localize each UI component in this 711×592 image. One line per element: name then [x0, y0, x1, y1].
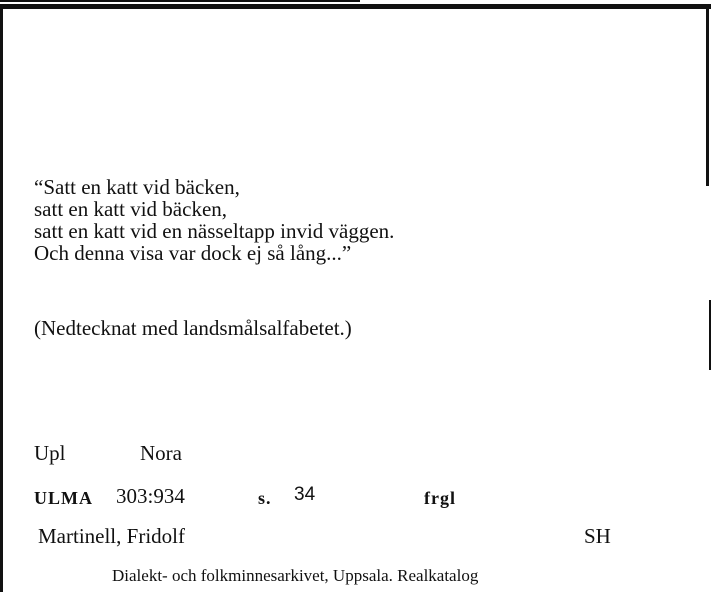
archive-footer: Dialekt- och folkminnesarkivet, Uppsala. Realkatalog — [112, 566, 479, 585]
parish-name: Nora — [140, 441, 182, 465]
verse-line: Och denna visa var dock ej så lång...” — [34, 241, 352, 265]
category-code: frgl — [424, 488, 456, 508]
verse-line: satt en katt vid en nässeltapp invid väggen. — [34, 219, 395, 243]
recorder-name: Martinell, Fridolf — [38, 524, 185, 548]
archive-label: ULMA — [34, 488, 93, 508]
verse-line: satt en katt vid bäcken, — [34, 197, 228, 221]
verse-text — [34, 176, 394, 264]
page-number: 34 — [294, 484, 316, 505]
card-top-edge — [0, 0, 360, 2]
page-label: s. — [258, 488, 272, 508]
transcription-note: (Nedtecknat med landsmålsalfabetet.) — [34, 316, 352, 340]
recorder-initials: SH — [584, 524, 611, 548]
card-right-border — [706, 4, 709, 186]
card-left-border — [0, 4, 3, 592]
card-top-border — [0, 4, 711, 9]
archive-number: 303:934 — [116, 484, 185, 508]
province-code: Upl — [34, 441, 66, 465]
verse-line: “Satt en katt vid bäcken, — [34, 175, 240, 199]
